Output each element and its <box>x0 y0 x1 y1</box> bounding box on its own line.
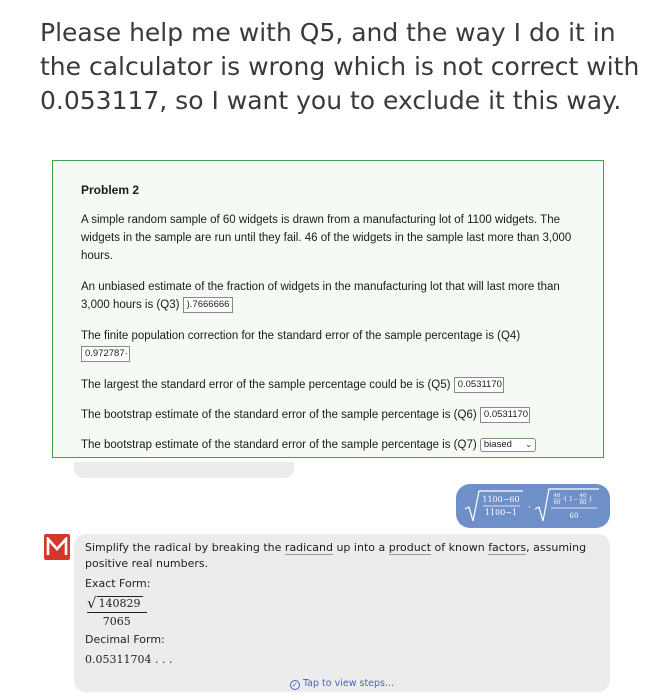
exact-form-label: Exact Form: <box>85 577 151 590</box>
q7-answer-select[interactable] <box>480 438 536 452</box>
question-text: Please help me with Q5, and the way I do it in the calculator is wrong which is not correct with 0.053117, so I want you to exclude it this way. <box>40 18 640 115</box>
sqrt-icon: √ <box>87 594 97 612</box>
q7-row <box>81 436 577 454</box>
problem-intro: A simple random sample of 60 widgets is drawn from a manufacturing lot of 1100 widgets. The widgets in the sample are run until they fail. 46 of the widgets in the sample last more than 3,000 hours. <box>81 214 572 262</box>
q3-answer-input[interactable]: ).7666666 <box>183 297 233 313</box>
answer-bubble <box>74 534 610 692</box>
answer-intro-part: Simplify the radical by breaking the <box>85 541 285 554</box>
answer-intro-part: up into a <box>332 541 389 554</box>
exact-denominator: 7065 <box>102 615 131 628</box>
q6-text: The bootstrap estimate of the standard error of the sample percentage is (Q6) <box>81 409 477 421</box>
q4-row <box>81 327 577 363</box>
link-radicand[interactable]: radicand <box>284 541 333 554</box>
exact-form-value <box>87 596 147 628</box>
chevron-down-icon: ⌄ <box>525 439 532 449</box>
q3-text: An unbiased estimate of the fraction of widgets in the manufacturing lot that will last more than 3,000 hours is (Q3) <box>81 281 560 311</box>
minus-sign: − <box>573 496 579 503</box>
user-expression-bubble[interactable] <box>456 484 610 528</box>
p-numerator: 46 <box>553 493 561 499</box>
exact-radicand: 140829 <box>98 597 141 610</box>
q4-answer-input[interactable]: 0.972787· <box>81 346 130 362</box>
fpc-denominator: 1100−1 <box>484 508 518 517</box>
q4-text: The finite population correction for the standard error of the sample percentage is (Q4) <box>81 330 521 342</box>
sqrt-expression <box>463 487 603 525</box>
problem-title: Problem 2 <box>81 183 140 197</box>
q6-row <box>81 406 577 424</box>
q7-selected-value: biased <box>483 438 512 450</box>
q6-answer-input[interactable]: 0.0531170 <box>480 407 530 423</box>
q7-text: The bootstrap estimate of the standard error of the sample percentage is (Q7) <box>81 439 477 451</box>
q5-text: The largest the standard error of the sample percentage could be is (Q5) <box>81 379 451 391</box>
previous-message-bubble <box>74 462 294 478</box>
dot-operator: ·( <box>562 495 567 503</box>
link-factors[interactable]: factors <box>488 541 527 554</box>
link-product[interactable]: product <box>388 541 432 554</box>
answer-intro-part: of known <box>431 541 489 554</box>
q5-answer-input[interactable]: 0.0531170 <box>454 377 504 393</box>
p2-numerator: 46 <box>579 493 587 499</box>
check-circle-icon: ✓ <box>290 680 300 690</box>
problem-panel <box>52 160 604 458</box>
q3-row <box>81 278 577 314</box>
tap-to-view-steps-link[interactable] <box>74 678 610 690</box>
fpc-numerator: 1100−60 <box>482 495 520 504</box>
exact-numerator <box>87 596 147 613</box>
answer-intro-part: , assuming positive real numbers. <box>85 541 587 570</box>
decimal-form-label: Decimal Form: <box>85 633 165 646</box>
p2-denominator: 60 <box>579 500 587 506</box>
q5-row <box>81 376 577 394</box>
multiply-dot: · <box>528 503 531 513</box>
tap-label: Tap to view steps... <box>302 678 395 689</box>
answer-intro <box>85 540 600 572</box>
p-denominator: 60 <box>553 500 561 506</box>
one-term: 1 <box>569 496 573 503</box>
decimal-form-value: 0.05311704 . . . <box>85 653 173 666</box>
n-denominator: 60 <box>569 512 579 520</box>
close-paren: ) <box>589 495 592 503</box>
mathway-logo-icon <box>44 534 70 560</box>
